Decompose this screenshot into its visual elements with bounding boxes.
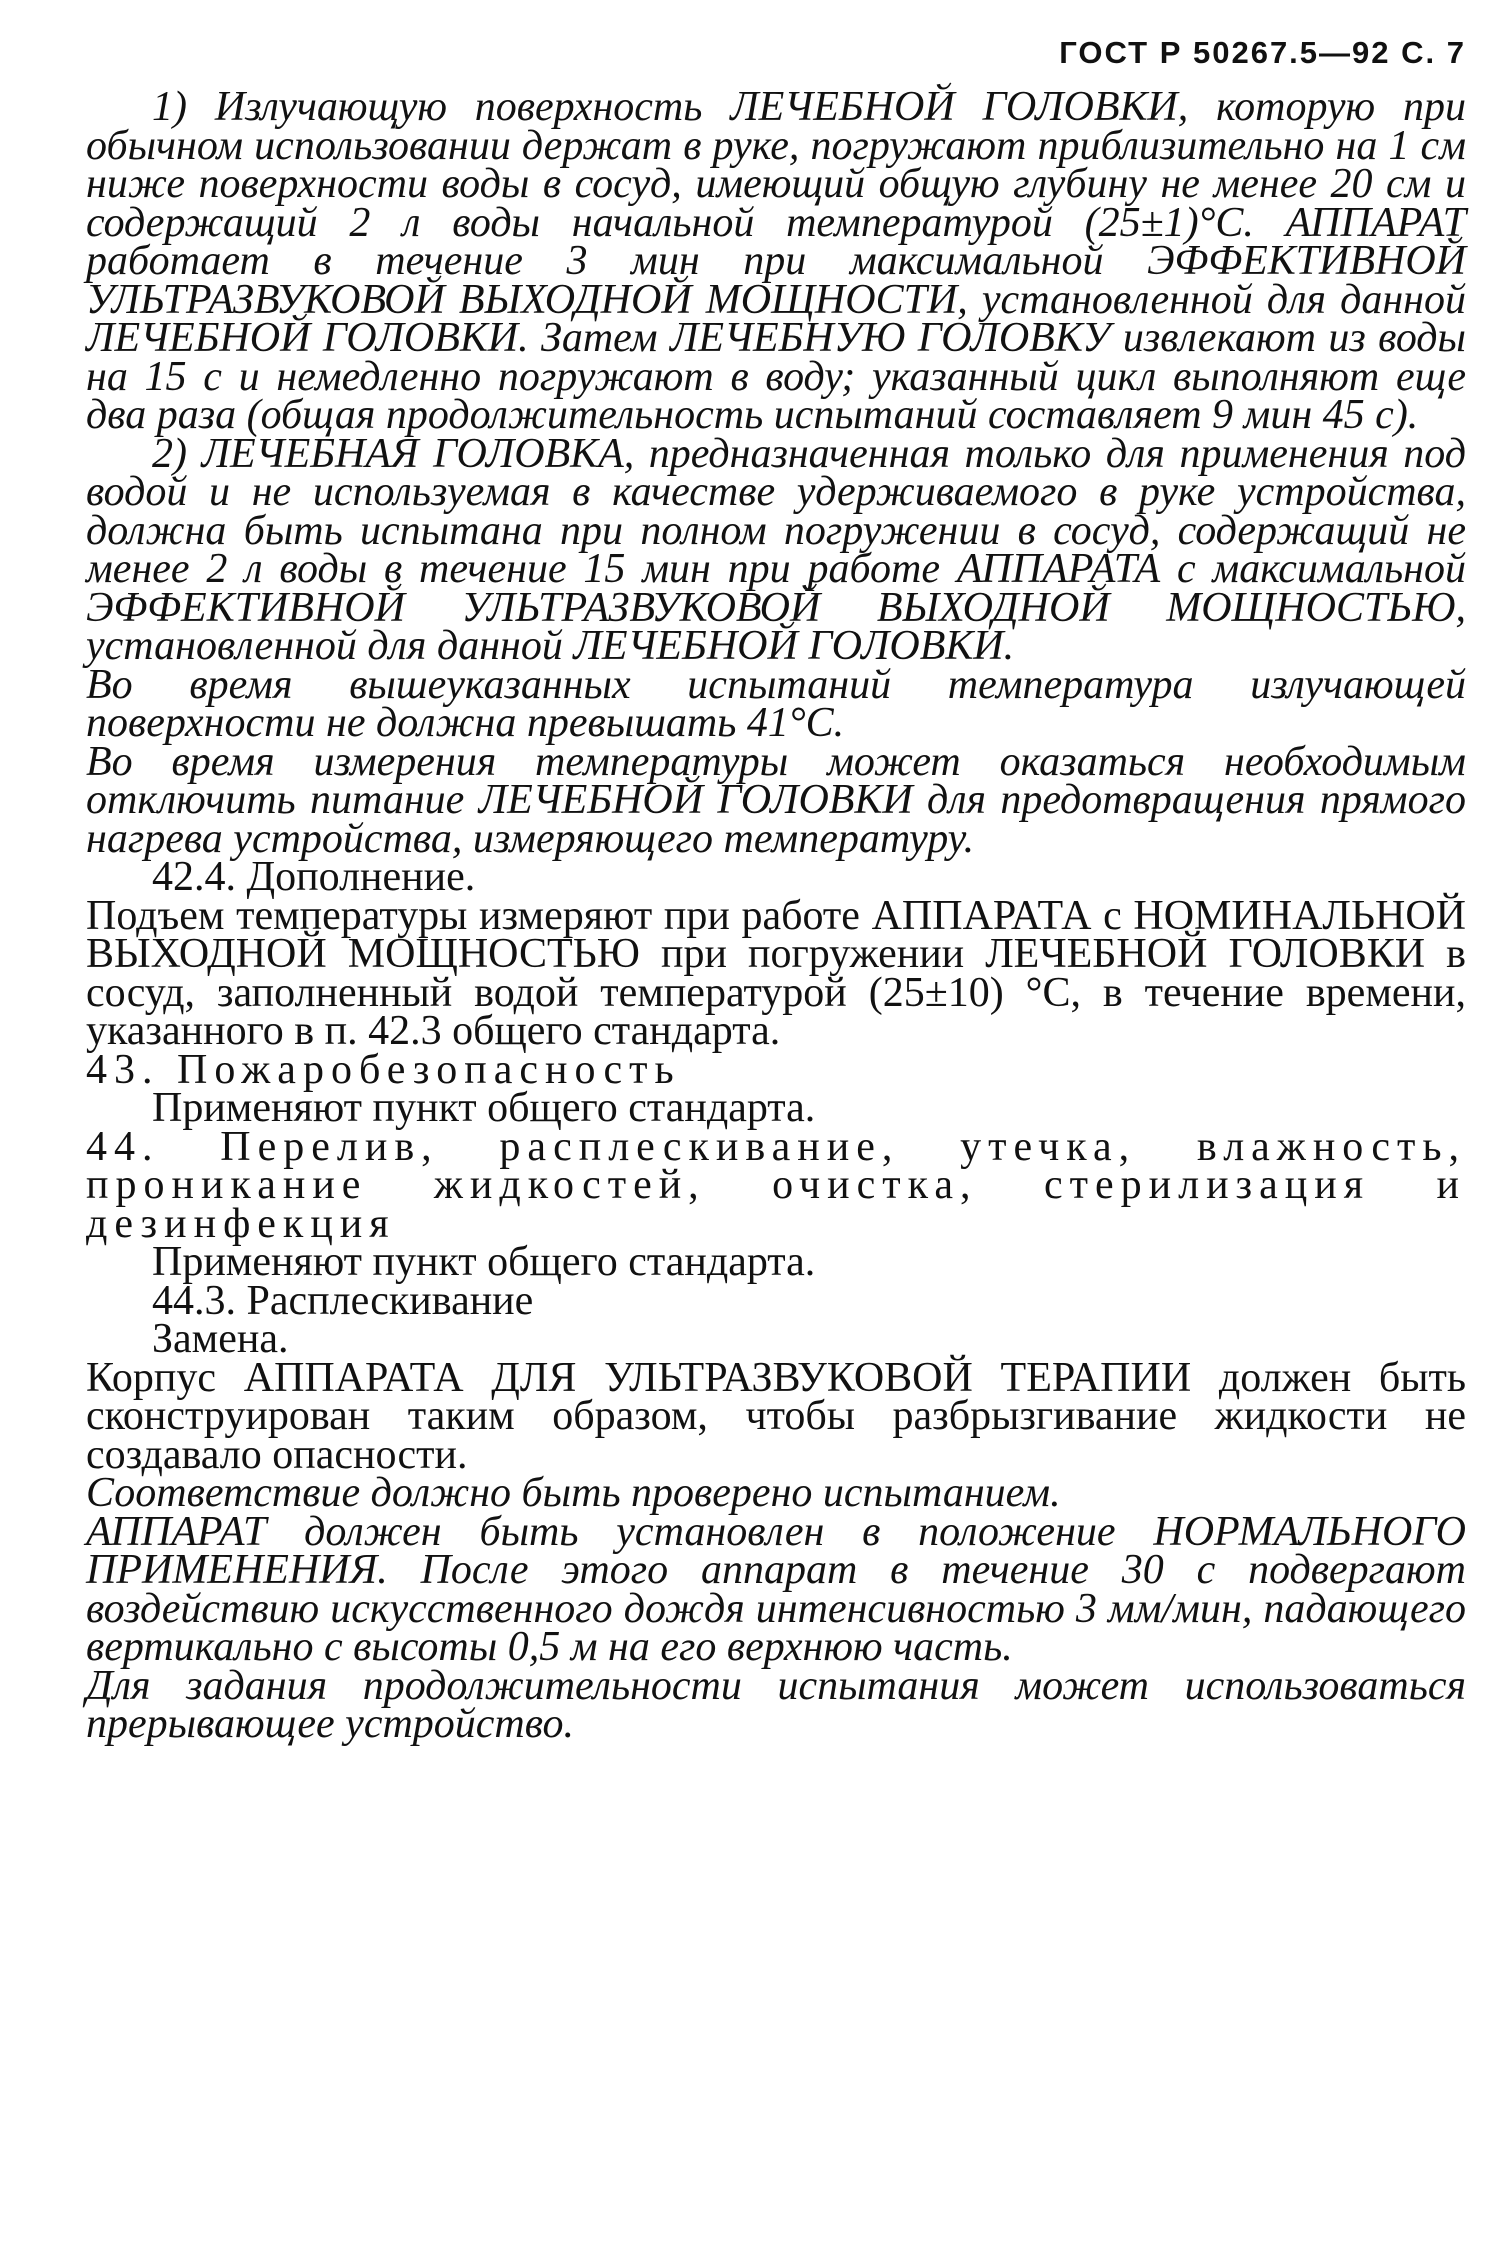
paragraph-temperature-limit: Во время вышеуказанных испытаний температура излучающей поверхности не должна превышать 41°С. xyxy=(86,661,1466,746)
paragraph-temperature-rise: Подъем температуры измеряют при работе АППАРАТА с НОМИНАЛЬНОЙ ВЫХОДНОЙ МОЩНОСТЬЮ при погружении ЛЕЧЕБНОЙ ГОЛОВКИ в сосуд, заполненный водой температурой (25±10) °С, в течение времени, указанного в п. 42.3 общего стандарта. xyxy=(86,892,1466,1054)
document-page xyxy=(86,28,1466,1747)
paragraph-replacement: Замена. xyxy=(152,1316,289,1362)
paragraph-compliance: Соответствие должно быть проверено испытанием. xyxy=(86,1470,1061,1516)
paragraph-apply-general-1: Применяют пункт общего стандарта. xyxy=(152,1085,816,1131)
paragraph-interrupter: Для задания продолжительности испытания может использоваться прерывающее устройство. xyxy=(86,1662,1466,1747)
page-header: ГОСТ Р 50267.5—92 С. 7 xyxy=(1059,35,1466,70)
paragraph-apply-general-2: Применяют пункт общего стандарта. xyxy=(152,1239,816,1285)
section-44-3-title: 44.3. Расплескивание xyxy=(152,1277,534,1324)
paragraph-test-1: 1) Излучающую поверхность ЛЕЧЕБНОЙ ГОЛОВКИ, которую при обычном использовании держат в руке, погружают приблизительно на 1 см ниже поверхности воды в сосуд, имеющий общую глубину не менее 20 см и содержащий 2 л воды начальной температурой (25±1)°С. АППАРАТ работает в течение 3 мин при максимальной ЭФФЕКТИВНОЙ УЛЬТРАЗВУКОВОЙ ВЫХОДНОЙ МОЩНОСТИ, установленной для данной ЛЕЧЕБНОЙ ГОЛОВКИ. Затем ЛЕЧЕБНУЮ ГОЛОВКУ извлекают из воды на 15 с и немедленно погружают в воду; указанный цикл выполняют еще два раза (общая продолжительность испытаний составляет 9 мин 45 с). xyxy=(86,84,1466,438)
paragraph-rain-test: АППАРАТ должен быть установлен в положение НОРМАЛЬНОГО ПРИМЕНЕНИЯ. После этого аппарат в течение 30 с подвергают воздействию искусственного дождя интенсивностью 3 мм/мин, падающего вертикально с высоты 0,5 м на его верхнюю часть. xyxy=(86,1508,1466,1670)
paragraph-housing: Корпус АППАРАТА ДЛЯ УЛЬТРАЗВУКОВОЙ ТЕРАПИИ должен быть сконструирован таким образом, чтобы разбрызгивание жидкости не создавало опасности. xyxy=(86,1354,1466,1478)
section-44-title: 44. Перелив, расплескивание, утечка, влажность, проникание жидкостей, очистка, стерилизация и дезинфекция xyxy=(86,1123,1466,1247)
paragraph-measurement-note: Во время измерения температуры может оказаться необходимым отключить питание ЛЕЧЕБНОЙ ГОЛОВКИ для предотвращения прямого нагрева устройства, измеряющего температуру. xyxy=(86,738,1466,862)
section-43-title: 43. Пожаробезопасность xyxy=(86,1046,681,1093)
paragraph-test-2: 2) ЛЕЧЕБНАЯ ГОЛОВКА, предназначенная только для применения под водой и не используемая в качестве удерживаемого в руке устройства, должна быть испытана при полном погружении в сосуд, содержащий не менее 2 л воды в течение 15 мин при работе АППАРАТА с максимальной ЭФФЕКТИВНОЙ УЛЬТРАЗВУКОВОЙ ВЫХОДНОЙ МОЩНОСТЬЮ, установленной для данной ЛЕЧЕБНОЙ ГОЛОВКИ. xyxy=(86,430,1466,669)
section-42-4-title: 42.4. Дополнение. xyxy=(152,854,476,900)
